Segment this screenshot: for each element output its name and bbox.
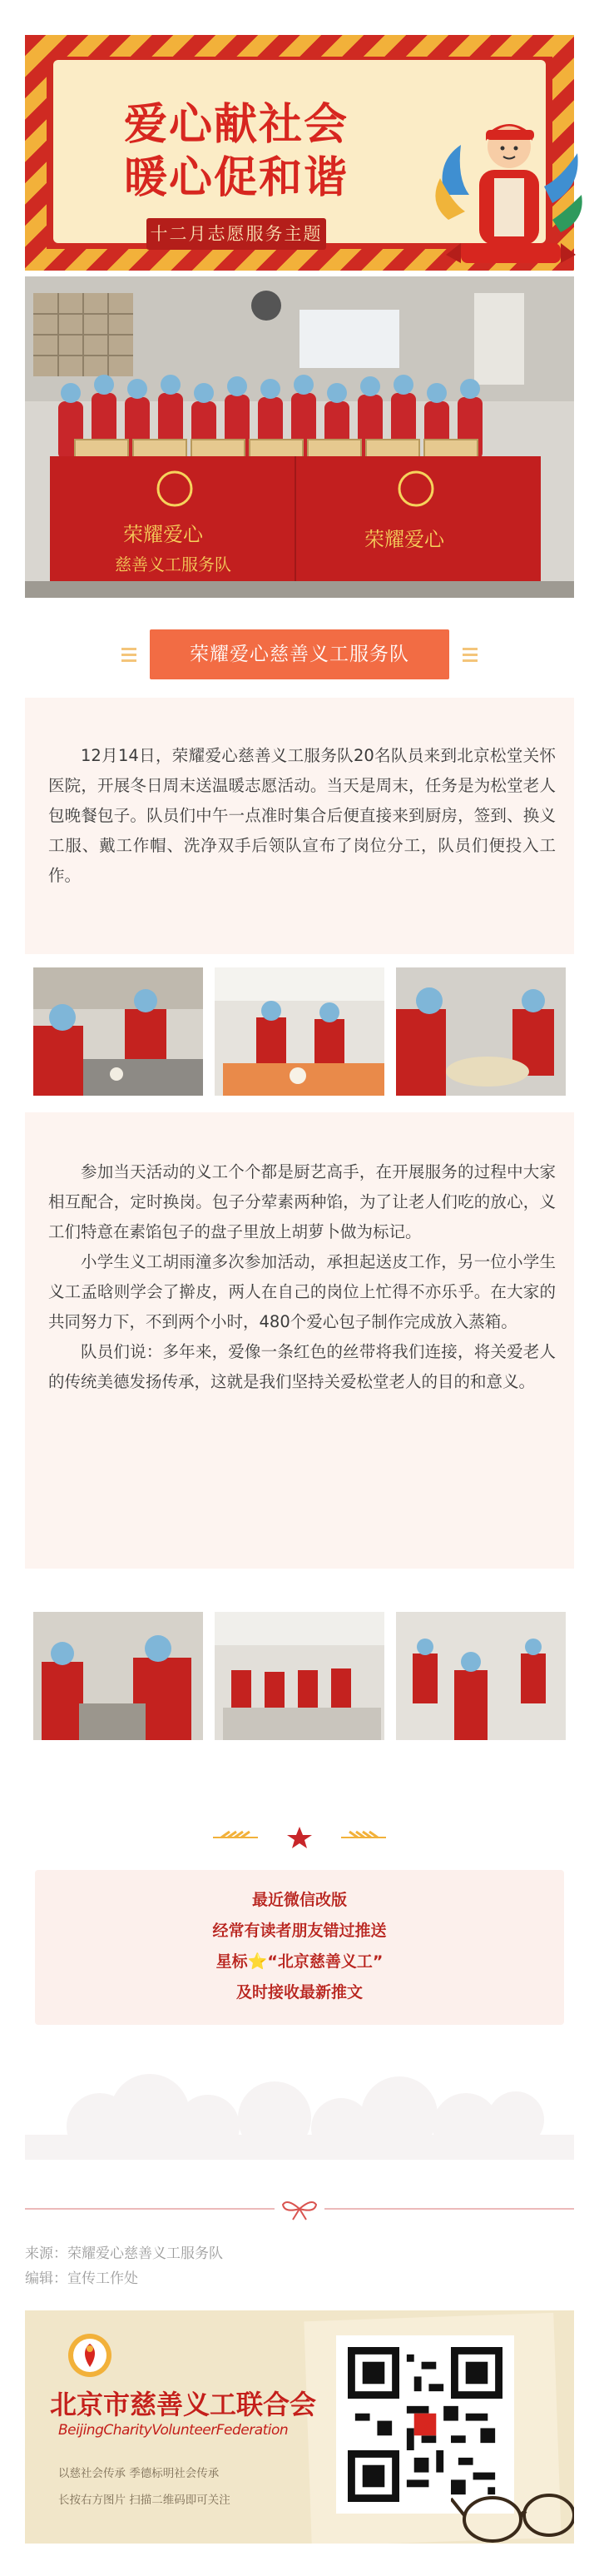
header-banner [25,35,574,271]
footer-card [25,2310,574,2544]
article-block-2 [25,1112,574,1569]
article-paragraph-4: 队员们说：多年来，爱像一条红色的丝带将我们连接，将关爱老人的传统美德发扬传承，这就是我们坚持关爱松堂老人的目的和意义。 [48,1342,556,1391]
notice-box [35,1870,564,2025]
banner-label-left-sub: 慈善义工服务队 [115,554,231,574]
article-paragraph-1: 12月14日，荣耀爱心慈善义工服务队20名队员来到北京松堂关怀医院，开展冬日周末送温暖志愿活动。当天是周末，任务是为松堂老人包晚餐包子。队员们中午一点准时集合后便直接来到厨房，签到、换义工服、戴工作帽、洗净双手后领队宣布了岗位分工，队员们便投入工作。 [48,746,556,885]
activity-photo-6 [396,1612,566,1740]
volunteer-mascot-illustration [428,95,586,278]
notice-line-2: 经常有读者朋友错过推送 [212,1922,387,1940]
notice-line-4: 及时接收最新推文 [235,1983,363,2002]
org-name: 北京市慈善义工联合会 [50,2389,317,2420]
org-name-en: BeijingCharityVolunteerFederation [58,2422,289,2439]
heading-pill [150,629,449,679]
banner-card [53,60,546,243]
notice-line-1: 最近微信改版 [251,1891,347,1909]
activity-photo-2 [215,967,384,1096]
notice-line-3: 星标⭐“北京慈善义工” [215,1952,384,1971]
group-photo [25,276,574,598]
heading-text: 荣耀爱心慈善义工服务队 [190,644,409,665]
banner-label-left: 荣耀爱心 [123,523,203,546]
banner-title-line1: 爱心献社会 [123,99,349,150]
glasses-decoration [451,2474,574,2544]
activity-photo-5 [215,1612,384,1740]
federation-logo-icon [67,2332,113,2379]
heading-deco-left [121,648,136,665]
cloud-decoration [25,2068,574,2160]
article-paragraph-3: 小学生义工胡雨潼多次参加活动，承担起送皮工作，另一位小学生义工孟晗则学会了擀皮，两人在自己的岗位上忙得不亦乐乎。在大家的共同努力下，不到两个小时，480个爱心包子制作完成放入蒸箱。 [48,1252,556,1331]
heading-deco-right [463,648,478,665]
article-paragraph-2: 参加当天活动的义工个个都是厨艺高手，在开展服务的过程中大家相互配合，定时换岗。包子分荤素两种馅，为了让老人们吃的放心，义工们特意在素馅包子的盘子里放上胡萝卜做为标记。 [48,1162,556,1241]
banner-title-line2: 暖心促和谐 [123,152,349,203]
source-credit: 来源：荣耀爱心慈善义工服务队 [25,2245,223,2262]
footer-slogan-2: 长按右方图片 扫描二维码即可关注 [58,2494,230,2507]
banner-subtitle: 十二月志愿服务主题 [146,218,326,250]
activity-photo-1 [33,967,203,1096]
section-heading [133,629,466,679]
star-ornament [205,1825,394,1850]
editor-credit: 编辑：宣传工作处 [25,2270,138,2287]
activity-photo-3 [396,967,566,1096]
activity-photo-4 [33,1612,203,1740]
article-block-1 [25,698,574,954]
banner-label-right: 荣耀爱心 [364,528,444,551]
bow-divider [25,2196,574,2221]
footer-slogan-1: 以慈社会传承 季德标明社会传承 [58,2467,220,2480]
